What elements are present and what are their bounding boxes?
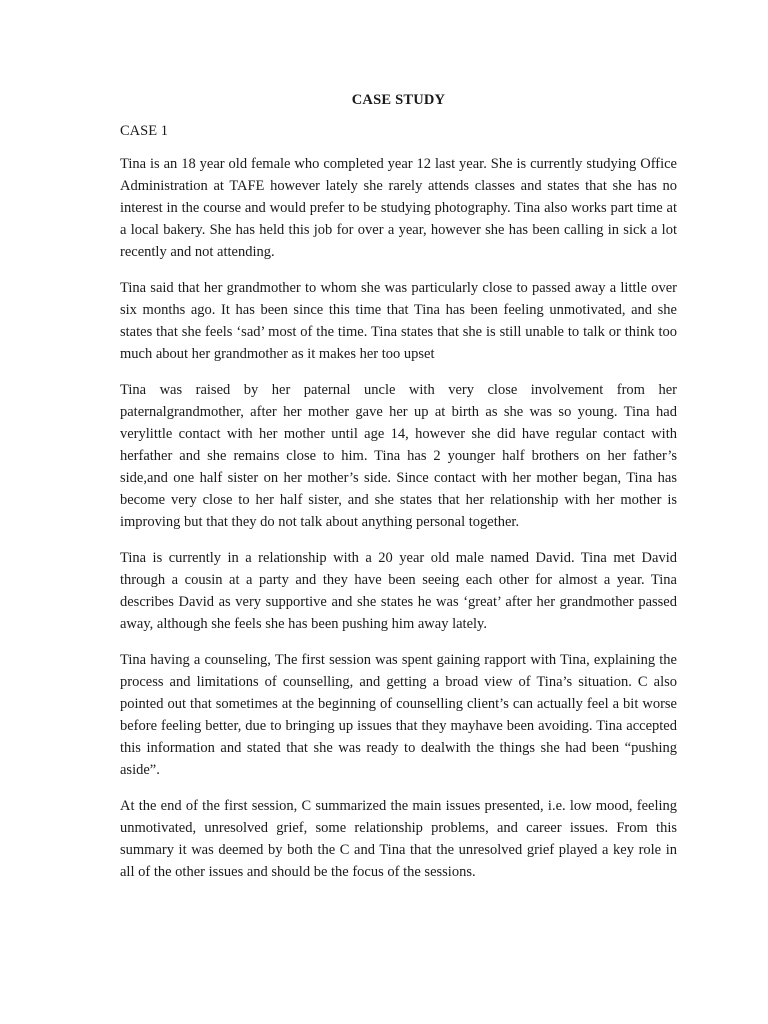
paragraph-grandmother: Tina said that her grandmother to whom she was particularly close to passed away a little over six months ago. It has been since this time that Tina has been feeling unmotivated, and she states that she feels ‘sad’ most of the time. Tina states that she is still unable to talk or think too much about her grandmother as it makes her too upset: [120, 280, 677, 362]
document-title: CASE STUDY: [351, 92, 446, 108]
paragraph-family: Tina was raised by her paternal uncle with very close involvement from her paternalgrandmother, after her mother gave her up at birth as she was so young. Tina had verylittle contact with her mother until age 14, however she did have regular contact with herfather and she remains close to him. Tina has 2 younger half brothers on her father’s side,and one half sister on her mother’s side. Since contact with her mother began, Tina has become very close to her half sister, and she states that her relationship with her mother is improving but that they do not talk about anything personal together.: [120, 382, 677, 530]
paragraph-background: Tina is an 18 year old female who completed year 12 last year. She is currently studying Office Administration at TAFE however lately she rarely attends classes and states that she has no interest in the course and would prefer to be studying photography. Tina also works part time at a local bakery. She has held this job for over a year, however she has been calling in sick a lot recently and not attending.: [120, 156, 677, 260]
paragraph-first-session: Tina having a counseling, The first session was spent gaining rapport with Tina, explaining the process and limitations of counselling, and getting a broad view of Tina’s situation. C also pointed out that sometimes at the beginning of counselling client’s can actually feel a bit worse before feeling better, due to bringing up issues that they mayhave been avoiding. Tina accepted this information and stated that she was ready to dealwith the things she had been “pushing aside”.: [120, 652, 677, 778]
case-heading: CASE 1: [120, 123, 168, 139]
paragraph-relationship: Tina is currently in a relationship with a 20 year old male named David. Tina met David through a cousin at a party and they have been seeing each other for almost a year. Tina describes David as very supportive and she states he was ‘great’ after her grandmother passed away, although she feels she has been pushing him away lately.: [120, 550, 677, 632]
paragraph-summary: At the end of the first session, C summarized the main issues presented, i.e. low mood, feeling unmotivated, unresolved grief, some relationship problems, and career issues. From this summary it was deemed by both the C and Tina that the unresolved grief played a key role in all of the other issues and should be the focus of the sessions.: [120, 798, 677, 880]
document-body: [120, 88, 677, 897]
